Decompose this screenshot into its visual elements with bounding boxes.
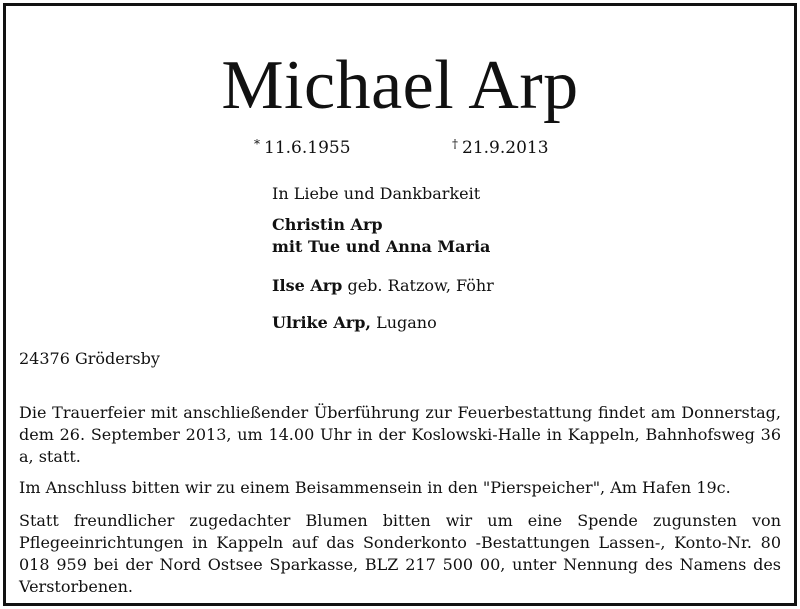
birth-date-line <box>254 134 351 158</box>
address: 24376 Grödersby <box>19 349 160 368</box>
gathering-paragraph: Im Anschluss bitten wir zu einem Beisammensein in den "Pierspeicher", Am Hafen 19c. <box>19 478 731 497</box>
mourner-2-name: Ilse Arp <box>272 276 343 295</box>
intro-text: In Liebe und Dankbarkeit <box>272 184 481 203</box>
death-date-line <box>452 134 549 158</box>
deceased-name: Michael Arp <box>221 47 579 124</box>
donation-paragraph: Statt freundlicher zugedachter Blumen bitten wir um eine Spende zugunsten von Pflegeeinrichtungen in Kappeln auf das Sonderkonto -Bestattungen Lassen-, Konto-Nr. 80 018 959 bei der Nord Ostsee Sparkasse, BLZ 217 500 00, unter Nennung des Namens des Verstorbenen. <box>19 511 781 596</box>
mourner-3-name: Ulrike Arp, <box>272 313 371 332</box>
mourner-1-line-1: Christin Arp <box>272 215 383 234</box>
mourner-3 <box>272 312 437 334</box>
mourner-2 <box>272 275 494 297</box>
death-date: 21.9.2013 <box>462 138 549 158</box>
death-cross-symbol: † <box>452 137 458 151</box>
mourner-3-detail: Lugano <box>370 313 437 332</box>
mourner-1 <box>272 214 490 258</box>
obituary-notice <box>3 3 797 606</box>
funeral-info-paragraph: Die Trauerfeier mit anschließender Überführung zur Feuerbestattung findet am Donnerstag, dem 26. September 2013, um 14.00 Uhr in der Koslowski-Halle in Kappeln, Bahnhofsweg 36 a, statt. <box>19 403 781 466</box>
mourner-1-line-2: mit Tue und Anna Maria <box>272 237 491 256</box>
birth-symbol: * <box>254 137 260 151</box>
birth-date: 11.6.1955 <box>264 138 351 158</box>
mourner-2-detail: geb. Ratzow, Föhr <box>342 276 494 295</box>
